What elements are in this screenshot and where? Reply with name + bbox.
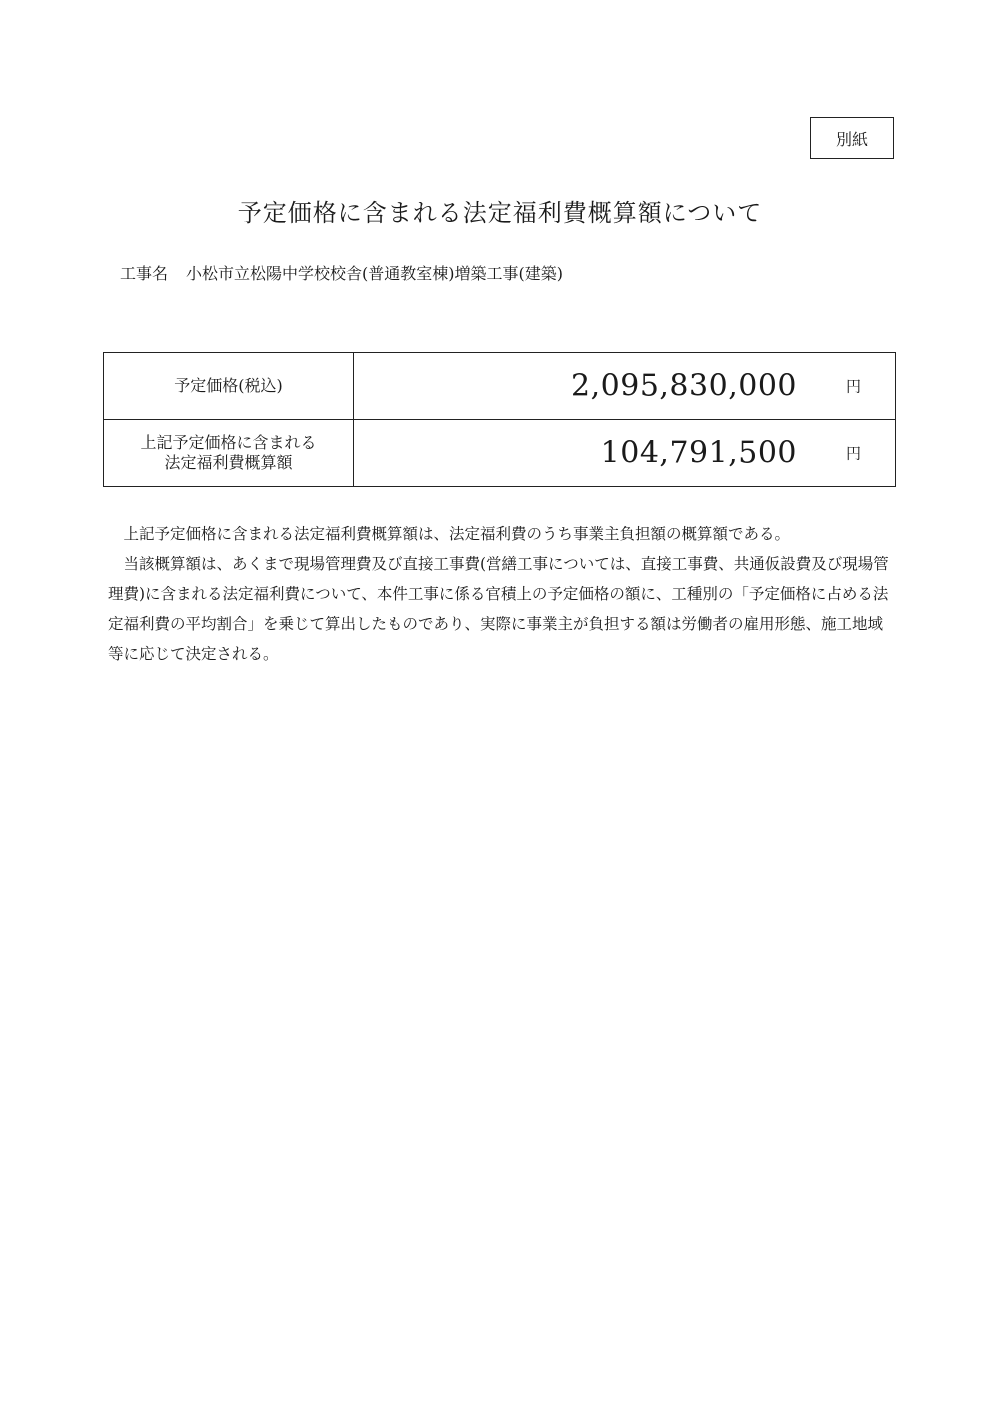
welfare-cost-label-cell xyxy=(104,420,354,487)
attachment-label-box xyxy=(810,117,894,159)
planned-price-unit: 円 xyxy=(845,377,861,396)
explanatory-notes xyxy=(108,519,898,669)
project-name: 小松市立松陽中学校校舎(普通教室棟)増築工事(建築) xyxy=(186,264,563,283)
planned-price-amount: 2,095,830,000 xyxy=(571,368,797,404)
welfare-cost-amount: 104,791,500 xyxy=(600,435,797,471)
attachment-label: 別紙 xyxy=(835,129,868,149)
welfare-cost-unit: 円 xyxy=(845,444,861,463)
table-row-planned-price xyxy=(104,353,896,420)
welfare-cost-label-line-2: 法定福利費概算額 xyxy=(164,453,293,472)
welfare-cost-value-cell xyxy=(354,420,896,487)
price-table xyxy=(103,352,896,487)
planned-price-label-cell xyxy=(104,353,354,420)
table-row-welfare-cost xyxy=(104,420,896,487)
planned-price-value-cell xyxy=(354,353,896,420)
planned-price-label: 予定価格(税込) xyxy=(174,376,283,395)
welfare-cost-label-line-1: 上記予定価格に含まれる xyxy=(140,433,317,452)
project-label: 工事名 xyxy=(120,264,169,283)
document-title: 予定価格に含まれる法定福利費概算額について xyxy=(237,199,763,227)
notes-paragraph-1: 上記予定価格に含まれる法定福利費概算額は、法定福利費のうち事業主負担額の概算額である。 xyxy=(123,525,791,543)
notes-paragraph-2: 当該概算額は、あくまで現場管理費及び直接工事費(営繕工事については、直接工事費、共通仮設費及び現場管理費)に含まれる法定福利費について、本件工事に係る官積上の予定価格の額に、工種別の「予定価格に占める法定福利費の平均割合」を乗じて算出したものであり、実際に事業主が負担する額は労働者の雇用形態、施工地域等に応じて決定される。 xyxy=(108,555,889,663)
project-line xyxy=(120,261,563,284)
